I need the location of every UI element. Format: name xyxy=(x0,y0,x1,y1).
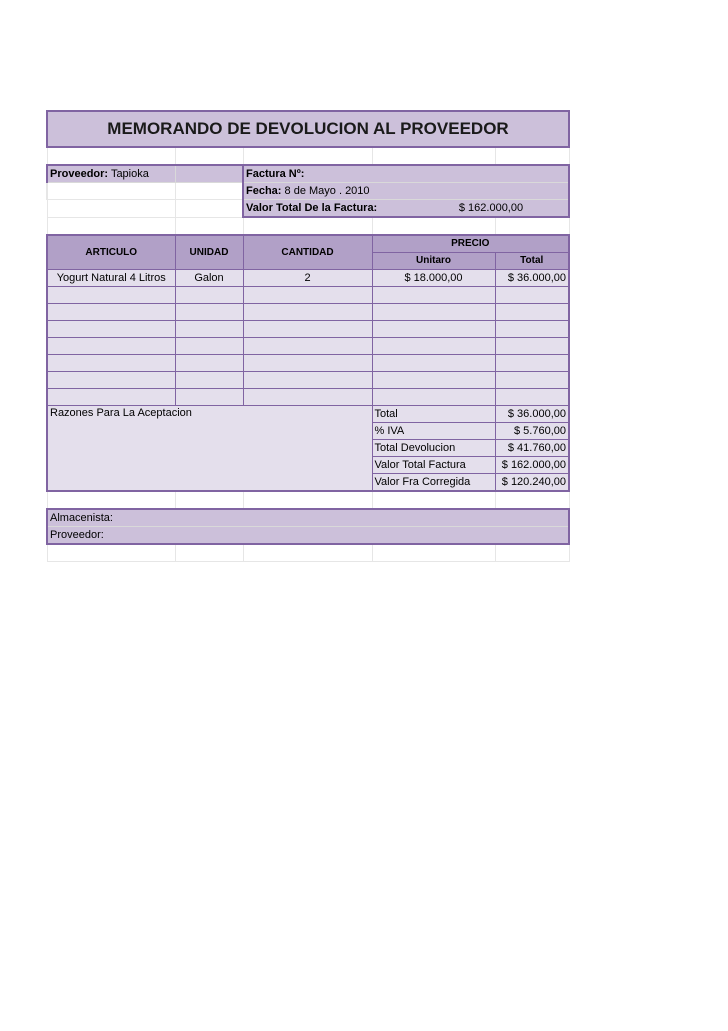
header-cantidad: CANTIDAD xyxy=(243,235,372,270)
table-row xyxy=(47,338,569,355)
summary-label: Valor Total Factura xyxy=(372,457,495,474)
table-row xyxy=(47,355,569,372)
proveedor-label: Proveedor: xyxy=(50,168,109,180)
valor-total-label: Valor Total De la Factura: xyxy=(246,202,378,214)
summary-label: % IVA xyxy=(372,423,495,440)
summary-value: $ 5.760,00 xyxy=(495,423,569,440)
row-articulo: Yogurt Natural 4 Litros xyxy=(47,270,175,287)
memo-sheet xyxy=(46,110,568,562)
header-articulo: ARTICULO xyxy=(47,235,175,270)
proveedor-cell xyxy=(47,165,175,183)
table-row xyxy=(47,372,569,389)
memo-title: MEMORANDO DE DEVOLUCION AL PROVEEDOR xyxy=(47,111,569,147)
factura-label: Factura Nº: xyxy=(246,168,305,180)
table-row xyxy=(47,321,569,338)
table-row xyxy=(47,389,569,406)
table-row xyxy=(47,287,569,304)
header-total: Total xyxy=(495,253,569,270)
summary-label: Total xyxy=(372,406,495,423)
summary-value: $ 120.240,00 xyxy=(495,474,569,492)
fecha-value: 8 de Mayo . 2010 xyxy=(284,185,370,197)
row-unitario: $ 18.000,00 xyxy=(372,270,495,287)
summary-value: $ 36.000,00 xyxy=(495,406,569,423)
summary-label: Total Devolucion xyxy=(372,440,495,457)
table-row xyxy=(47,304,569,321)
fecha-cell xyxy=(243,183,569,200)
fecha-label: Fecha: xyxy=(246,185,282,197)
summary-label: Valor Fra Corregida xyxy=(372,474,495,492)
header-precio: PRECIO xyxy=(372,235,569,253)
footer-proveedor-label: Proveedor: xyxy=(47,527,569,545)
valor-total-value: $ 162.000,00 xyxy=(458,202,524,214)
row-unidad: Galon xyxy=(175,270,243,287)
header-unitario: Unitaro xyxy=(372,253,495,270)
row-total: $ 36.000,00 xyxy=(495,270,569,287)
valor-total-cell xyxy=(243,200,569,218)
almacenista-label: Almacenista: xyxy=(47,509,569,527)
razones-label: Razones Para La Aceptacion xyxy=(47,406,372,492)
header-unidad: UNIDAD xyxy=(175,235,243,270)
summary-value: $ 41.760,00 xyxy=(495,440,569,457)
factura-cell xyxy=(243,165,569,183)
summary-value: $ 162.000,00 xyxy=(495,457,569,474)
table-row xyxy=(47,270,569,287)
memo-table xyxy=(46,110,570,562)
row-cantidad: 2 xyxy=(243,270,372,287)
proveedor-value: Tapioka xyxy=(110,168,149,180)
